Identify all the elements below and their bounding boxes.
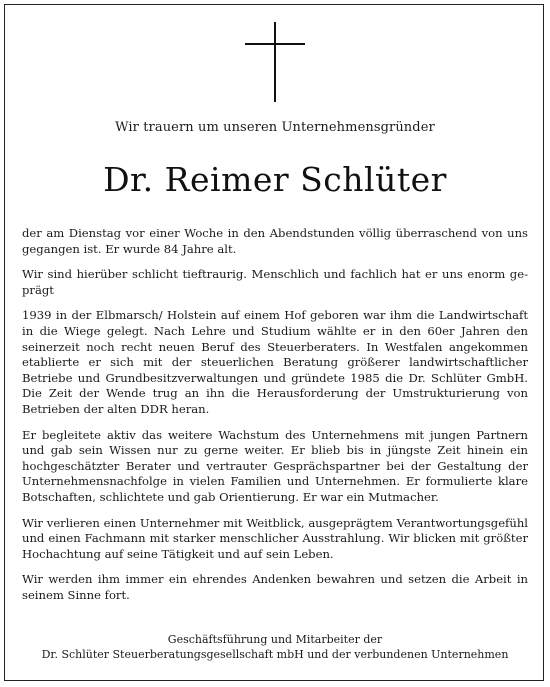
cross-icon (245, 22, 305, 102)
signature-block (0, 632, 550, 662)
obituary-body (22, 226, 528, 613)
signature-line-1: Geschäftsführung und Mitarbeiter der (167, 633, 383, 646)
paragraph: Er begleitete aktiv das weitere Wachstum des Unternehmens mit jungen Partnern und gab sein Wissen nur zu gerne weiter. Er blieb bis in jüngste Zeit hinein ein hochgeschätzter Berater und vertrauter Gesprächspartner bei der Gestaltung der Unternehmensnachfolge in vielen Familien und Unternehmen. Er formulierte klare Botschaften, schlichtete und gab Orientierung. Er war ein Mutmacher. (22, 427, 528, 504)
intro-line: Wir trauern um unseren Unternehmensgründer (115, 120, 435, 135)
paragraph: der am Dienstag vor einer Woche in den Abendstunden völlig überraschend von uns gegangen ist. Er wurde 84 Jahre alt. (22, 226, 528, 256)
paragraph: 1939 in der Elbmarsch/ Holstein auf einem Hof geboren war ihm die Landwirtschaft in die Wiege gelegt. Nach Lehre und Studium wählte er in den 60er Jahren den seinerzeit noch recht neuen Beruf des Steuerberaters. In Westfalen angekommen etablierte er sich mit der steuerlichen Beratung größerer landwirtschaftlicher Betriebe und Grundbesitzverwaltungen und gründete 1985 die Dr. Schlüter GmbH. Die Zeit der Wende trug an ihn die Herausforderung der Umstrukturierung von Betrieben der alten DDR heran. (22, 308, 528, 416)
paragraph: Wir verlieren einen Unternehmer mit Weitblick, ausgeprägtem Verantwortungsgefühl und einen Fachmann mit starker menschlicher Ausstrahlung. Wir blicken mit größter Hochachtung auf seine Tätigkeit und auf sein Leben. (22, 515, 528, 561)
paragraph: Wir sind hierüber schlicht tieftraurig. Menschlich und fachlich hat er uns enorm geprägt (22, 267, 528, 297)
deceased-name: Dr. Reimer Schlüter (103, 160, 447, 199)
paragraph: Wir werden ihm immer ein ehrendes Andenken bewahren und setzen die Arbeit in seinem Sinne fort. (22, 572, 528, 602)
signature-line-2: Dr. Schlüter Steuerberatungsgesellschaft mbH und der verbundenen Unternehmen (41, 648, 509, 661)
